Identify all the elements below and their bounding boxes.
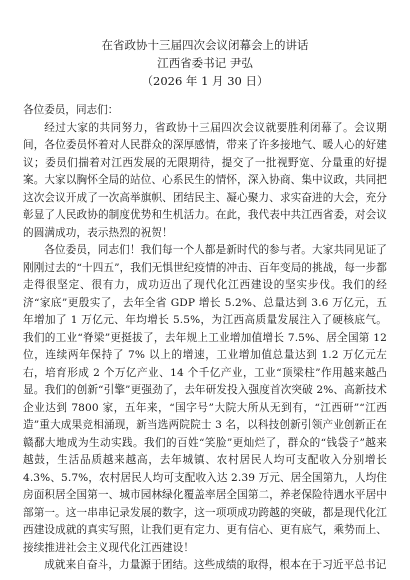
paragraph-achievements: 各位委员，同志们！我们每一个人都是新时代的参与者。大家共同见证了刚刚过去的“十四五”，我们无惧世纪疫情的冲击、百年变局的挑战，每一步都走得很坚定、很有力，成功迈出了现代化江西建设的坚实步伐。我们的经济“家底”更殷实了，去年全省 GDP 增长 5.2%、总量达到 3.6 万亿元，五年增加了 1 万亿元、年均增长 5.5%，为江西高质量发展注入了硬核底气。我们的工业“脊梁”更挺拔了，去年规上工业增加值增长 7.5%、居全国第 12 位，连续两年保持了 7% 以上的增速，工业增加值总量达到 1.2 万亿元左右，培育形成 2 个万亿产业、14 个千亿产业，工业“顶梁柱”作用越来越凸显。我们的创新“引擎”更强劲了，去年研发投入强度首次突破 2%、高新技术企业达到 7800 家，五年来，“国字号”大院大所从无到有，“江西研”“江西造”重大成果竞相涌现，新当选两院院士 3 名，以科技创新引领产业创新正在赣鄱大地成为生动实践。我们的百姓“笑脸”更灿烂了，群众的“钱袋子”越来越鼓，生活品质越来越高，去年城镇、农村居民人均可支配收入分别增长 4.3%、5.7%，农村居民人均可支配收入达 2.39 万元、居全国第九，人均住房面积居全国第一、城市园林绿化覆盖率居全国第二，养老保险待遇水平居中部第一。这一串串记录发展的数字，这一项项成功跨越的突破，都是现代化江西建设成就的真实写照，让我们更有定力、更有信心、更有底气，乘势而上、接续推进社会主义现代化江西建设！ (23, 244, 387, 554)
paragraph-opening: 经过大家的共同努力，省政协十三届四次会议就要胜利闭幕了。会议期间，各位委员怀着对人民群众的深厚感情，带来了许多接地气、暖人心的好建议；委员们揣着对江西发展的无限期待，提交了一批视野宽、分量重的好提案。大家以胸怀全局的站位、心系民生的情怀，深入协商、集中议政，共同把这次会议开成了一次高举旗帜、团结民主、凝心聚力、求实奋进的大会，充分彰显了人民政协的制度优势和生机活力。在此，我代表中共江西省委，对会议的圆满成功，表示热烈的祝贺！ (23, 121, 387, 239)
paragraph-closing-fragment: 成就来自奋斗，力量源于团结。这些成绩的取得，根本在于习近平总书记 (44, 559, 387, 571)
speaker-byline: 江西省委书记 尹弘 (157, 56, 253, 70)
speech-date: （2026 年 1 月 30 日） (141, 74, 269, 88)
speech-title: 在省政协十三届四次会议闭幕会上的讲话 (101, 38, 309, 52)
salutation: 各位委员，同志们： (23, 104, 119, 116)
